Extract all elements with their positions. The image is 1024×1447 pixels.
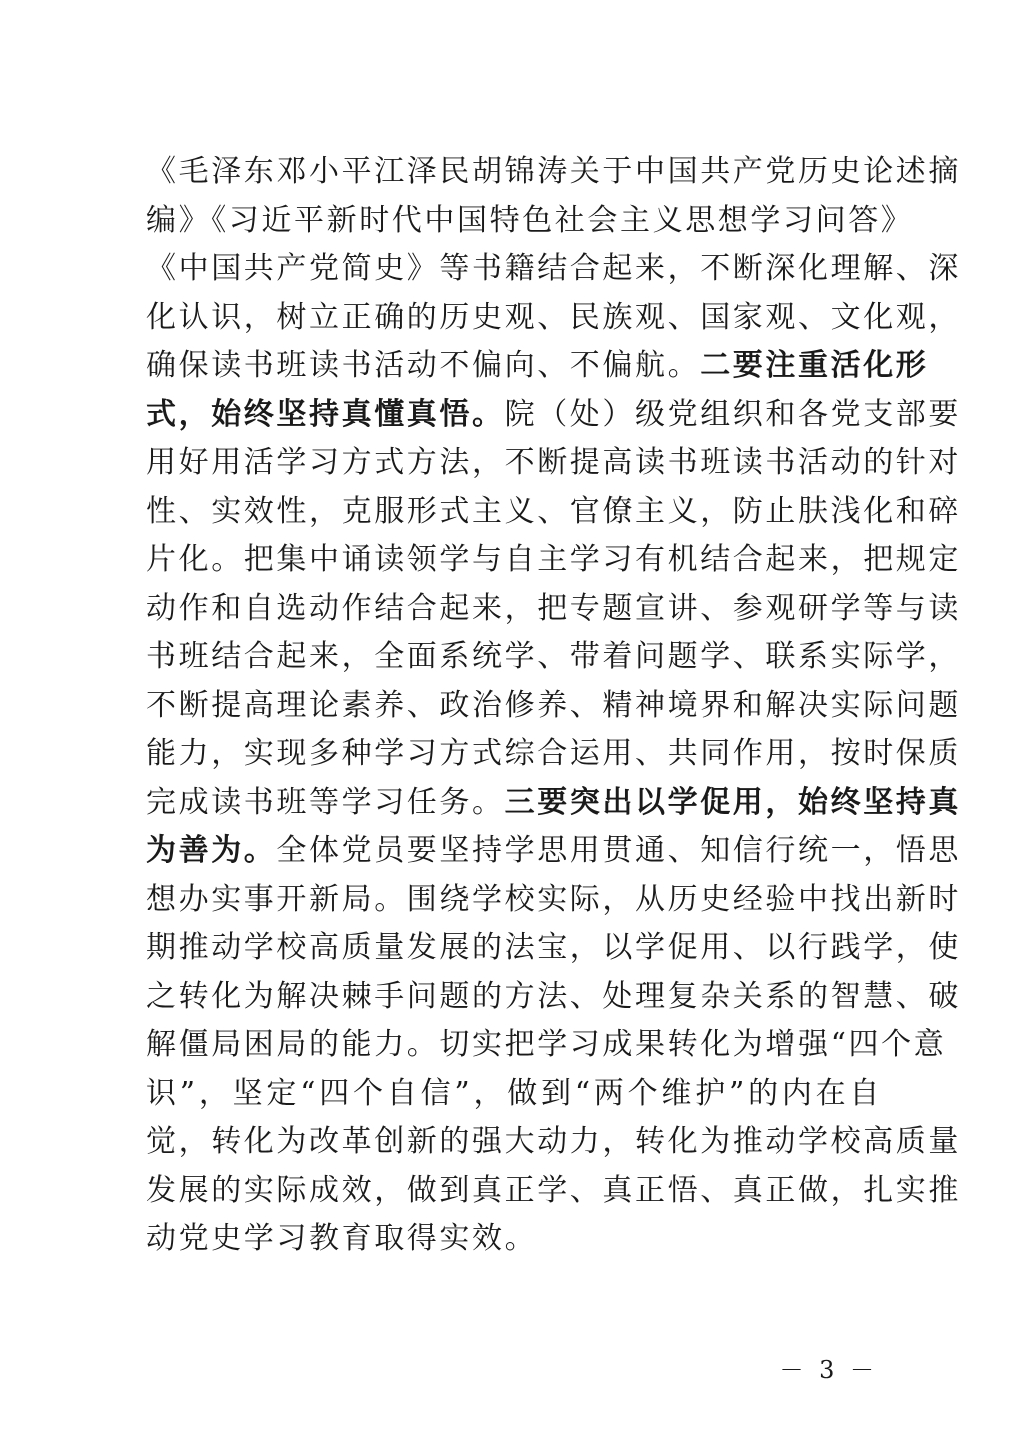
text-line (146, 827, 962, 876)
bold-heading-text: 为善为。 (146, 833, 277, 868)
body-text-run: 片化。把集中诵读领学与自主学习有机结合起来，把规定 (146, 542, 961, 577)
text-line (146, 1167, 961, 1216)
text-line (146, 197, 914, 246)
text-line (146, 391, 962, 440)
text-line (146, 1021, 947, 1070)
body-text-run: 期推动学校高质量发展的法宝，以学促用、以行践学，使 (146, 930, 961, 965)
body-text-run: 解僵局困局的能力。切实把学习成果转化为增强“四个意 (146, 1027, 947, 1062)
text-line (146, 633, 961, 682)
text-line (146, 1215, 882, 1264)
text-line (146, 585, 961, 634)
body-text-run: 不断提高理论素养、政治修养、精神境界和解决实际问题 (146, 687, 961, 723)
text-line (146, 488, 961, 537)
body-text-run: 识”，坚定“四个自信”，做到“两个维护”的内在自 (146, 1075, 882, 1111)
page-number: － 3 － (779, 1356, 878, 1384)
text-line (146, 924, 961, 973)
body-text-run: 书班结合起来，全面系统学、带着问题学、联系实际学， (146, 639, 961, 674)
text-line (146, 779, 962, 828)
text-line (146, 973, 961, 1022)
body-text-run: 用好用活学习方式方法，不断提高读书班读书活动的针对 (146, 445, 961, 480)
body-text-run: 完成读书班等学习任务。 (146, 784, 505, 820)
text-line (146, 536, 961, 585)
body-text-run: 能力，实现多种学习方式综合运用、共同作用，按时保质 (146, 736, 961, 771)
body-text-run: 确保读书班读书活动不偏向、不偏航。 (146, 348, 701, 383)
body-text-run: 编》《习近平新时代中国特色社会主义思想学习问答》 (146, 202, 914, 238)
bold-heading-text: 三要突出以学促用，始终坚持真 (504, 784, 962, 820)
text-line (146, 730, 961, 779)
text-line (146, 1118, 961, 1167)
body-text-run: 全体党员要坚持学思用贯通、知信行统一，悟思 (276, 833, 962, 868)
bold-heading-text: 式，始终坚持真懂真悟。 (146, 396, 505, 432)
text-line (146, 876, 961, 925)
body-text-run: 动作和自选动作结合起来，把专题宣讲、参观研学等与读 (146, 590, 961, 626)
text-line (146, 245, 961, 294)
text-line (146, 342, 929, 391)
body-text-run: 之转化为解决棘手问题的方法、处理复杂关系的智慧、破 (146, 978, 961, 1014)
body-text-run: 发展的实际成效，做到真正学、真正悟、真正做，扎实推 (146, 1172, 961, 1208)
text-line (146, 439, 961, 488)
body-text-run: 性、实效性，克服形式主义、官僚主义，防止肤浅化和碎 (146, 493, 961, 529)
body-text-run: 想办实事开新局。围绕学校实际，从历史经验中找出新时 (146, 881, 961, 917)
body-paragraph (146, 148, 962, 1264)
body-text-run: 化认识，树立正确的历史观、民族观、国家观、文化观， (146, 299, 961, 335)
body-text-run: 《毛泽东邓小平江泽民胡锦涛关于中国共产党历史论述摘 (146, 154, 961, 189)
body-text-run: 院（处）级党组织和各党支部要 (504, 396, 962, 432)
body-text-run: 《中国共产党简史》等书籍结合起来，不断深化理解、深 (146, 251, 961, 286)
text-line (146, 148, 961, 197)
text-line (146, 1070, 882, 1119)
bold-heading-text: 二要注重活化形 (700, 348, 929, 383)
body-text-run: 觉，转化为改革创新的强大动力，转化为推动学校高质量 (146, 1124, 961, 1159)
text-line (146, 682, 961, 731)
body-text-run: 动党史学习教育取得实效。 (146, 1221, 538, 1256)
text-line (146, 294, 961, 343)
